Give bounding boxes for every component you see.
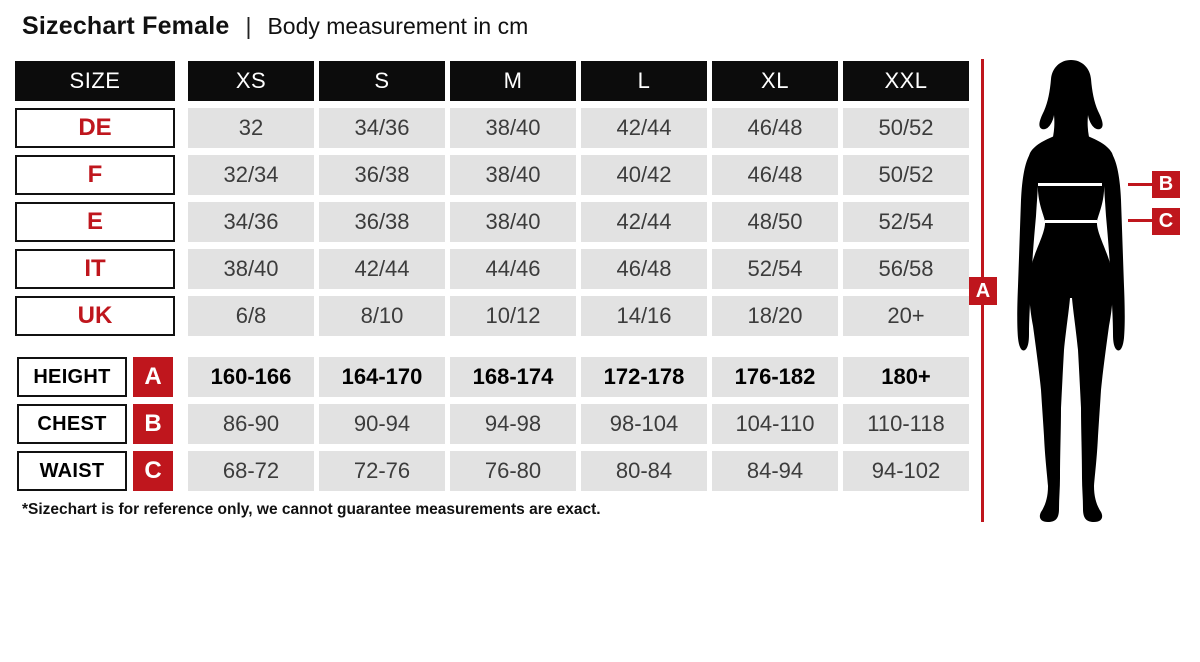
table-cell: 180+ [843,357,969,397]
table-cell: 10/12 [450,296,576,336]
row-label-e: E [15,202,175,242]
table-cell: 38/40 [450,202,576,242]
table-cell: 94-98 [450,404,576,444]
table-cell: 8/10 [319,296,445,336]
size-header: SIZE [15,61,175,101]
table-cell: 6/8 [188,296,314,336]
row-label-de: DE [15,108,175,148]
waist-line [1045,220,1097,223]
table-cell: 110-118 [843,404,969,444]
table-cell: 32 [188,108,314,148]
marker-a-row-badge: A [133,357,173,397]
table-cell: 36/38 [319,155,445,195]
table-cell: 104-110 [712,404,838,444]
marker-b-badge: B [1152,171,1180,198]
row-label-uk: UK [15,296,175,336]
table-cell: 168-174 [450,357,576,397]
table-cell: 46/48 [712,155,838,195]
footnote: *Sizechart is for reference only, we cannot guarantee measurements are exact. [22,501,601,518]
page-title [22,12,528,41]
table-cell: 86-90 [188,404,314,444]
table-cell: 18/20 [712,296,838,336]
table-cell: 164-170 [319,357,445,397]
table-cell: 32/34 [188,155,314,195]
size-col-header-xs: XS [188,61,314,101]
table-cell: 72-76 [319,451,445,491]
row-label-f: F [15,155,175,195]
table-cell: 42/44 [319,249,445,289]
size-col-header-s: S [319,61,445,101]
table-cell: 90-94 [319,404,445,444]
title-subtitle: Body measurement in cm [267,13,529,39]
table-cell: 48/50 [712,202,838,242]
table-cell: 94-102 [843,451,969,491]
table-cell: 34/36 [319,108,445,148]
table-cell: 98-104 [581,404,707,444]
table-cell: 80-84 [581,451,707,491]
table-cell: 38/40 [450,108,576,148]
marker-c-row-badge: C [133,451,173,491]
size-col-header-xl: XL [712,61,838,101]
chest-line [1038,183,1102,186]
table-cell: 44/46 [450,249,576,289]
table-cell: 84-94 [712,451,838,491]
marker-b-row-badge: B [133,404,173,444]
row-label-height: HEIGHT [17,357,127,397]
row-label-waist: WAIST [17,451,127,491]
table-cell: 50/52 [843,108,969,148]
table-cell: 52/54 [712,249,838,289]
table-cell: 172-178 [581,357,707,397]
marker-c-badge: C [1152,208,1180,235]
marker-a-badge: A [969,277,997,305]
table-cell: 40/42 [581,155,707,195]
title-main: Sizechart Female [22,12,230,40]
size-col-header-l: L [581,61,707,101]
female-silhouette-icon [1008,58,1134,525]
table-cell: 20+ [843,296,969,336]
table-cell: 38/40 [188,249,314,289]
table-cell: 42/44 [581,202,707,242]
row-label-it: IT [15,249,175,289]
table-cell: 56/58 [843,249,969,289]
table-cell: 76-80 [450,451,576,491]
table-cell: 14/16 [581,296,707,336]
table-cell: 36/38 [319,202,445,242]
title-separator: | [245,13,252,39]
size-col-header-xxl: XXL [843,61,969,101]
table-cell: 160-166 [188,357,314,397]
table-cell: 52/54 [843,202,969,242]
table-cell: 46/48 [712,108,838,148]
table-cell: 42/44 [581,108,707,148]
row-label-chest: CHEST [17,404,127,444]
table-cell: 38/40 [450,155,576,195]
table-cell: 50/52 [843,155,969,195]
size-col-header-m: M [450,61,576,101]
table-cell: 68-72 [188,451,314,491]
table-cell: 176-182 [712,357,838,397]
table-cell: 46/48 [581,249,707,289]
table-cell: 34/36 [188,202,314,242]
